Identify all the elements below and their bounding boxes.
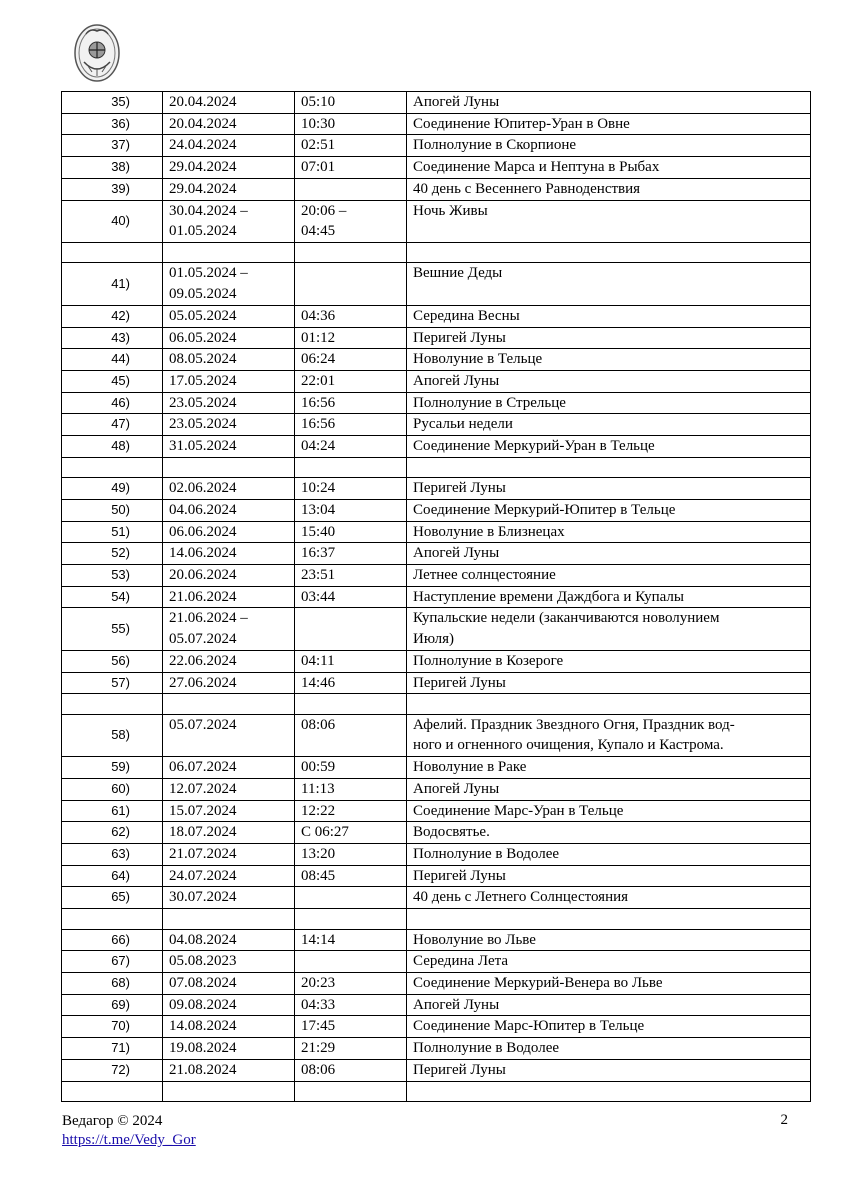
row-number: 35): [62, 92, 163, 114]
time-cell: 08:06: [295, 1059, 407, 1081]
time-cell: 14:46: [295, 672, 407, 694]
table-row: [62, 800, 811, 822]
date-cell: 05.07.2024: [163, 714, 295, 756]
empty-cell: [407, 694, 811, 715]
date-cell: 21.06.2024: [163, 586, 295, 608]
event-cell: 40 день с Весеннего Равноденствия: [407, 178, 811, 200]
time-cell: [295, 608, 407, 650]
date-cell: 07.08.2024: [163, 973, 295, 995]
table-row: [62, 200, 811, 242]
event-cell: Перигей Луны: [407, 1059, 811, 1081]
time-cell: 12:22: [295, 800, 407, 822]
table-row: [62, 951, 811, 973]
table-row: [62, 1038, 811, 1060]
event-cell: Полнолуние в Скорпионе: [407, 135, 811, 157]
row-number: 66): [62, 929, 163, 951]
date-cell: 17.05.2024: [163, 370, 295, 392]
date-cell: 30.04.2024 – 01.05.2024: [163, 200, 295, 242]
separator-row: [62, 1081, 811, 1102]
separator-row: [62, 242, 811, 263]
time-cell: 16:37: [295, 543, 407, 565]
table-row: [62, 887, 811, 909]
row-number: 65): [62, 887, 163, 909]
empty-cell: [407, 242, 811, 263]
date-cell: 09.08.2024: [163, 994, 295, 1016]
table-row: [62, 778, 811, 800]
event-cell: Наступление времени Даждбога и Купалы: [407, 586, 811, 608]
event-cell: Соединение Марс-Юпитер в Тельце: [407, 1016, 811, 1038]
time-cell: 22:01: [295, 370, 407, 392]
date-cell: 24.04.2024: [163, 135, 295, 157]
row-number: 53): [62, 565, 163, 587]
empty-cell: [295, 694, 407, 715]
table-row: [62, 565, 811, 587]
table-row: [62, 714, 811, 756]
table-row: [62, 478, 811, 500]
time-cell: С 06:27: [295, 822, 407, 844]
time-cell: 11:13: [295, 778, 407, 800]
event-cell: Середина Лета: [407, 951, 811, 973]
empty-cell: [62, 457, 163, 478]
time-cell: 10:24: [295, 478, 407, 500]
time-cell: [295, 178, 407, 200]
date-cell: 21.08.2024: [163, 1059, 295, 1081]
table-row: [62, 263, 811, 305]
table-row: [62, 929, 811, 951]
copyright-text: Ведагор © 2024: [62, 1113, 163, 1129]
event-cell: Соединение Меркурий-Юпитер в Тельце: [407, 499, 811, 521]
time-cell: 02:51: [295, 135, 407, 157]
row-number: 42): [62, 305, 163, 327]
date-cell: 29.04.2024: [163, 178, 295, 200]
table-row: [62, 586, 811, 608]
event-cell: Перигей Луны: [407, 478, 811, 500]
date-cell: 02.06.2024: [163, 478, 295, 500]
date-cell: 08.05.2024: [163, 349, 295, 371]
table-row: [62, 844, 811, 866]
date-cell: 20.06.2024: [163, 565, 295, 587]
event-cell: Полнолуние в Стрельце: [407, 392, 811, 414]
event-cell: Апогей Луны: [407, 543, 811, 565]
time-cell: 17:45: [295, 1016, 407, 1038]
row-number: 67): [62, 951, 163, 973]
time-cell: 16:56: [295, 414, 407, 436]
date-cell: 22.06.2024: [163, 650, 295, 672]
telegram-link[interactable]: https://t.me/Vedy_Gor: [62, 1132, 196, 1148]
time-cell: 08:06: [295, 714, 407, 756]
event-cell: Купальские недели (заканчиваются новолунием Июля): [407, 608, 811, 650]
row-number: 59): [62, 757, 163, 779]
table-row: [62, 113, 811, 135]
date-cell: 30.07.2024: [163, 887, 295, 909]
time-cell: 14:14: [295, 929, 407, 951]
row-number: 69): [62, 994, 163, 1016]
time-cell: 03:44: [295, 586, 407, 608]
row-number: 37): [62, 135, 163, 157]
event-cell: Соединение Меркурий-Уран в Тельце: [407, 436, 811, 458]
date-cell: 27.06.2024: [163, 672, 295, 694]
table-row: [62, 543, 811, 565]
row-number: 62): [62, 822, 163, 844]
time-cell: 06:24: [295, 349, 407, 371]
row-number: 39): [62, 178, 163, 200]
time-cell: 01:12: [295, 327, 407, 349]
empty-cell: [163, 457, 295, 478]
event-cell: Перигей Луны: [407, 672, 811, 694]
row-number: 46): [62, 392, 163, 414]
date-cell: 06.07.2024: [163, 757, 295, 779]
table-row: [62, 499, 811, 521]
table-row: [62, 92, 811, 114]
time-cell: 04:33: [295, 994, 407, 1016]
time-cell: 15:40: [295, 521, 407, 543]
row-number: 50): [62, 499, 163, 521]
event-cell: Водосвятье.: [407, 822, 811, 844]
table-row: [62, 608, 811, 650]
row-number: 44): [62, 349, 163, 371]
event-cell: Ночь Живы: [407, 200, 811, 242]
page-number: 2: [780, 1112, 788, 1128]
date-cell: 04.08.2024: [163, 929, 295, 951]
row-number: 49): [62, 478, 163, 500]
empty-cell: [295, 909, 407, 930]
event-cell: Летнее солнцестояние: [407, 565, 811, 587]
empty-cell: [163, 694, 295, 715]
table-row: [62, 521, 811, 543]
row-number: 64): [62, 865, 163, 887]
time-cell: 20:06 – 04:45: [295, 200, 407, 242]
date-cell: 01.05.2024 – 09.05.2024: [163, 263, 295, 305]
date-cell: 05.08.2023: [163, 951, 295, 973]
row-number: 48): [62, 436, 163, 458]
row-number: 40): [62, 200, 163, 242]
date-cell: 06.05.2024: [163, 327, 295, 349]
time-cell: 04:11: [295, 650, 407, 672]
row-number: 45): [62, 370, 163, 392]
time-cell: 21:29: [295, 1038, 407, 1060]
table-row: [62, 672, 811, 694]
table-row: [62, 1016, 811, 1038]
date-cell: 19.08.2024: [163, 1038, 295, 1060]
empty-cell: [163, 909, 295, 930]
table-row: [62, 994, 811, 1016]
time-cell: 16:56: [295, 392, 407, 414]
event-cell: Соединение Юпитер-Уран в Овне: [407, 113, 811, 135]
table-row: [62, 1059, 811, 1081]
emblem-logo: [72, 22, 122, 84]
time-cell: 04:24: [295, 436, 407, 458]
event-cell: Новолуние в Близнецах: [407, 521, 811, 543]
date-cell: 15.07.2024: [163, 800, 295, 822]
row-number: 55): [62, 608, 163, 650]
time-cell: [295, 951, 407, 973]
event-cell: Апогей Луны: [407, 994, 811, 1016]
empty-cell: [62, 242, 163, 263]
event-cell: Апогей Луны: [407, 370, 811, 392]
date-cell: 04.06.2024: [163, 499, 295, 521]
time-cell: 23:51: [295, 565, 407, 587]
table-row: [62, 392, 811, 414]
row-number: 43): [62, 327, 163, 349]
event-cell: Апогей Луны: [407, 92, 811, 114]
table-row: [62, 349, 811, 371]
row-number: 57): [62, 672, 163, 694]
row-number: 72): [62, 1059, 163, 1081]
date-cell: 31.05.2024: [163, 436, 295, 458]
row-number: 41): [62, 263, 163, 305]
time-cell: 04:36: [295, 305, 407, 327]
row-number: 47): [62, 414, 163, 436]
row-number: 38): [62, 157, 163, 179]
time-cell: 20:23: [295, 973, 407, 995]
empty-cell: [295, 242, 407, 263]
date-cell: 12.07.2024: [163, 778, 295, 800]
table-row: [62, 157, 811, 179]
date-cell: 06.06.2024: [163, 521, 295, 543]
row-number: 52): [62, 543, 163, 565]
event-cell: Перигей Луны: [407, 865, 811, 887]
event-cell: Соединение Меркурий-Венера во Льве: [407, 973, 811, 995]
date-cell: 05.05.2024: [163, 305, 295, 327]
footer: [62, 1112, 196, 1150]
time-cell: 05:10: [295, 92, 407, 114]
time-cell: 07:01: [295, 157, 407, 179]
row-number: 51): [62, 521, 163, 543]
date-cell: 14.06.2024: [163, 543, 295, 565]
separator-row: [62, 909, 811, 930]
event-cell: Полнолуние в Водолее: [407, 844, 811, 866]
empty-cell: [62, 909, 163, 930]
table-row: [62, 650, 811, 672]
separator-row: [62, 694, 811, 715]
date-cell: 21.06.2024 – 05.07.2024: [163, 608, 295, 650]
event-cell: Полнолуние в Козероге: [407, 650, 811, 672]
event-cell: 40 день с Летнего Солнцестояния: [407, 887, 811, 909]
table-row: [62, 973, 811, 995]
event-cell: Апогей Луны: [407, 778, 811, 800]
event-cell: Соединение Марс-Уран в Тельце: [407, 800, 811, 822]
event-cell: Полнолуние в Водолее: [407, 1038, 811, 1060]
empty-cell: [407, 1081, 811, 1102]
row-number: 56): [62, 650, 163, 672]
empty-cell: [163, 1081, 295, 1102]
time-cell: 00:59: [295, 757, 407, 779]
table-row: [62, 178, 811, 200]
event-cell: Русальи недели: [407, 414, 811, 436]
event-cell: Вешние Деды: [407, 263, 811, 305]
time-cell: [295, 887, 407, 909]
table-row: [62, 305, 811, 327]
time-cell: 13:20: [295, 844, 407, 866]
empty-cell: [407, 909, 811, 930]
event-cell: Афелий. Праздник Звездного Огня, Праздник вод- ного и огненного очищения, Купало и Кастрома.: [407, 714, 811, 756]
calendar-table: [61, 91, 811, 1102]
event-cell: Середина Весны: [407, 305, 811, 327]
date-cell: 23.05.2024: [163, 414, 295, 436]
event-cell: Перигей Луны: [407, 327, 811, 349]
time-cell: 13:04: [295, 499, 407, 521]
table-row: [62, 436, 811, 458]
empty-cell: [407, 457, 811, 478]
table-row: [62, 822, 811, 844]
table-row: [62, 865, 811, 887]
date-cell: 23.05.2024: [163, 392, 295, 414]
table-row: [62, 757, 811, 779]
event-cell: Новолуние в Раке: [407, 757, 811, 779]
empty-cell: [62, 694, 163, 715]
row-number: 36): [62, 113, 163, 135]
event-cell: Новолуние во Льве: [407, 929, 811, 951]
row-number: 63): [62, 844, 163, 866]
date-cell: 20.04.2024: [163, 113, 295, 135]
row-number: 60): [62, 778, 163, 800]
table-row: [62, 135, 811, 157]
row-number: 70): [62, 1016, 163, 1038]
empty-cell: [295, 1081, 407, 1102]
event-cell: Соединение Марса и Нептуна в Рыбах: [407, 157, 811, 179]
separator-row: [62, 457, 811, 478]
date-cell: 18.07.2024: [163, 822, 295, 844]
date-cell: 24.07.2024: [163, 865, 295, 887]
row-number: 61): [62, 800, 163, 822]
table-row: [62, 327, 811, 349]
date-cell: 14.08.2024: [163, 1016, 295, 1038]
event-cell: Новолуние в Тельце: [407, 349, 811, 371]
row-number: 71): [62, 1038, 163, 1060]
date-cell: 21.07.2024: [163, 844, 295, 866]
time-cell: 08:45: [295, 865, 407, 887]
table-row: [62, 414, 811, 436]
empty-cell: [62, 1081, 163, 1102]
time-cell: 10:30: [295, 113, 407, 135]
row-number: 68): [62, 973, 163, 995]
date-cell: 29.04.2024: [163, 157, 295, 179]
time-cell: [295, 263, 407, 305]
date-cell: 20.04.2024: [163, 92, 295, 114]
table-row: [62, 370, 811, 392]
row-number: 58): [62, 714, 163, 756]
empty-cell: [295, 457, 407, 478]
row-number: 54): [62, 586, 163, 608]
empty-cell: [163, 242, 295, 263]
